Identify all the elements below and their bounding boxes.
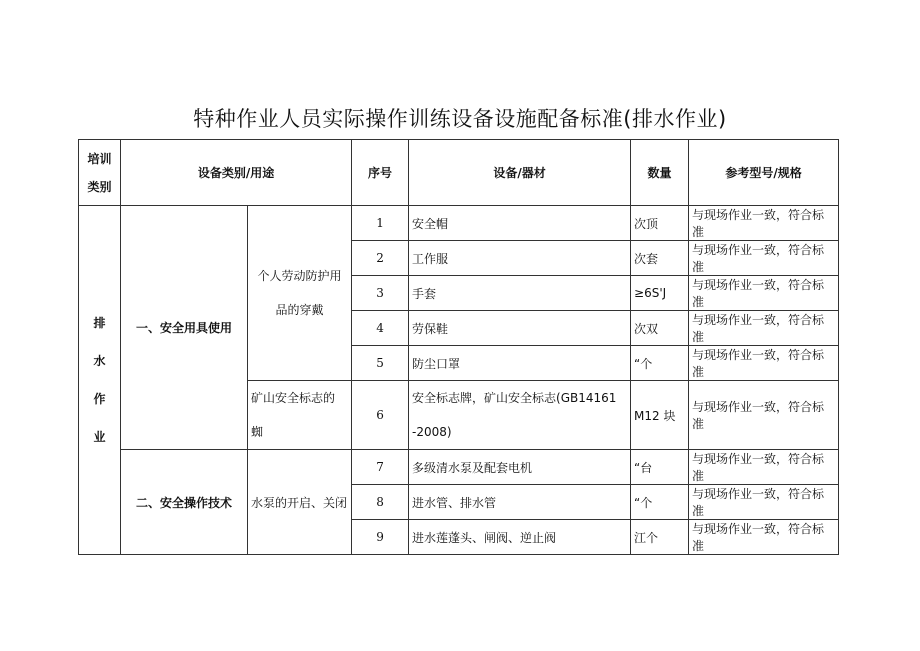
header-no: 序号 [352, 140, 409, 206]
row-equipment: 防尘口罩 [409, 346, 631, 381]
category-char: 作 [93, 392, 106, 406]
row-equipment [409, 381, 631, 450]
category-char: 排 [93, 316, 106, 330]
row-equipment-line: -2008) [412, 425, 452, 439]
header-spec: 参考型号/规格 [689, 140, 839, 206]
table-row [79, 450, 839, 485]
subgroup-name [248, 381, 352, 450]
row-spec: 与现场作业一致，符合标准 [689, 520, 839, 555]
row-qty: 次双 [631, 311, 689, 346]
row-spec: 与现场作业一致，符合标准 [689, 346, 839, 381]
header-equipment: 设备/器材 [409, 140, 631, 206]
row-spec: 与现场作业一致，符合标准 [689, 276, 839, 311]
row-equipment: 劳保鞋 [409, 311, 631, 346]
row-qty: “个 [631, 346, 689, 381]
subgroup-name: 水泵的开启、关闭 [248, 450, 352, 555]
row-no: 4 [352, 311, 409, 346]
row-equipment-line: 安全标志牌，矿山安全标志(GB14161 [412, 391, 617, 405]
group-name: 一、安全用具使用 [121, 206, 248, 450]
row-spec: 与现场作业一致，符合标准 [689, 485, 839, 520]
row-no: 5 [352, 346, 409, 381]
header-type-use: 设备类别/用途 [121, 140, 352, 206]
row-spec: 与现场作业一致，符合标准 [689, 450, 839, 485]
header-category-line2: 类别 [87, 179, 112, 194]
row-no: 3 [352, 276, 409, 311]
subgroup-line: 品的穿戴 [275, 303, 324, 317]
row-no: 9 [352, 520, 409, 555]
row-qty: 江个 [631, 520, 689, 555]
row-qty: M12 块 [631, 381, 689, 450]
subgroup-name [248, 206, 352, 381]
header-qty: 数量 [631, 140, 689, 206]
table-header-row [79, 140, 839, 206]
row-spec: 与现场作业一致，符合标准 [689, 206, 839, 241]
row-no: 6 [352, 381, 409, 450]
document-title: 特种作业人员实际操作训练设备设施配备标准(排水作业) [193, 107, 727, 131]
row-spec: 与现场作业一致，符合标准 [689, 311, 839, 346]
category-char: 业 [93, 430, 106, 444]
row-equipment: 进水管、排水管 [409, 485, 631, 520]
subgroup-line: 蜘 [251, 425, 264, 439]
row-spec: 与现场作业一致，符合标准 [689, 381, 839, 450]
row-qty: 次套 [631, 241, 689, 276]
row-equipment: 手套 [409, 276, 631, 311]
subgroup-line: 矿山安全标志的 [251, 391, 336, 405]
row-equipment: 进水莲蓬头、闸阀、逆止阀 [409, 520, 631, 555]
row-equipment: 工作服 [409, 241, 631, 276]
row-qty: “台 [631, 450, 689, 485]
category-char: 水 [93, 354, 106, 368]
equipment-standard-table [78, 139, 839, 555]
row-qty: “个 [631, 485, 689, 520]
row-no: 2 [352, 241, 409, 276]
category-cell [79, 206, 121, 555]
row-no: 1 [352, 206, 409, 241]
row-no: 8 [352, 485, 409, 520]
table-row [79, 206, 839, 241]
subgroup-line: 个人劳动防护用 [257, 269, 342, 283]
header-category [79, 140, 121, 206]
header-category-line1: 培训 [87, 151, 112, 166]
row-equipment: 安全帽 [409, 206, 631, 241]
row-qty: 次顶 [631, 206, 689, 241]
row-no: 7 [352, 450, 409, 485]
group-name: 二、安全操作技术 [121, 450, 248, 555]
row-qty: ≥6S'J [631, 276, 689, 311]
row-equipment: 多级清水泵及配套电机 [409, 450, 631, 485]
row-spec: 与现场作业一致，符合标准 [689, 241, 839, 276]
